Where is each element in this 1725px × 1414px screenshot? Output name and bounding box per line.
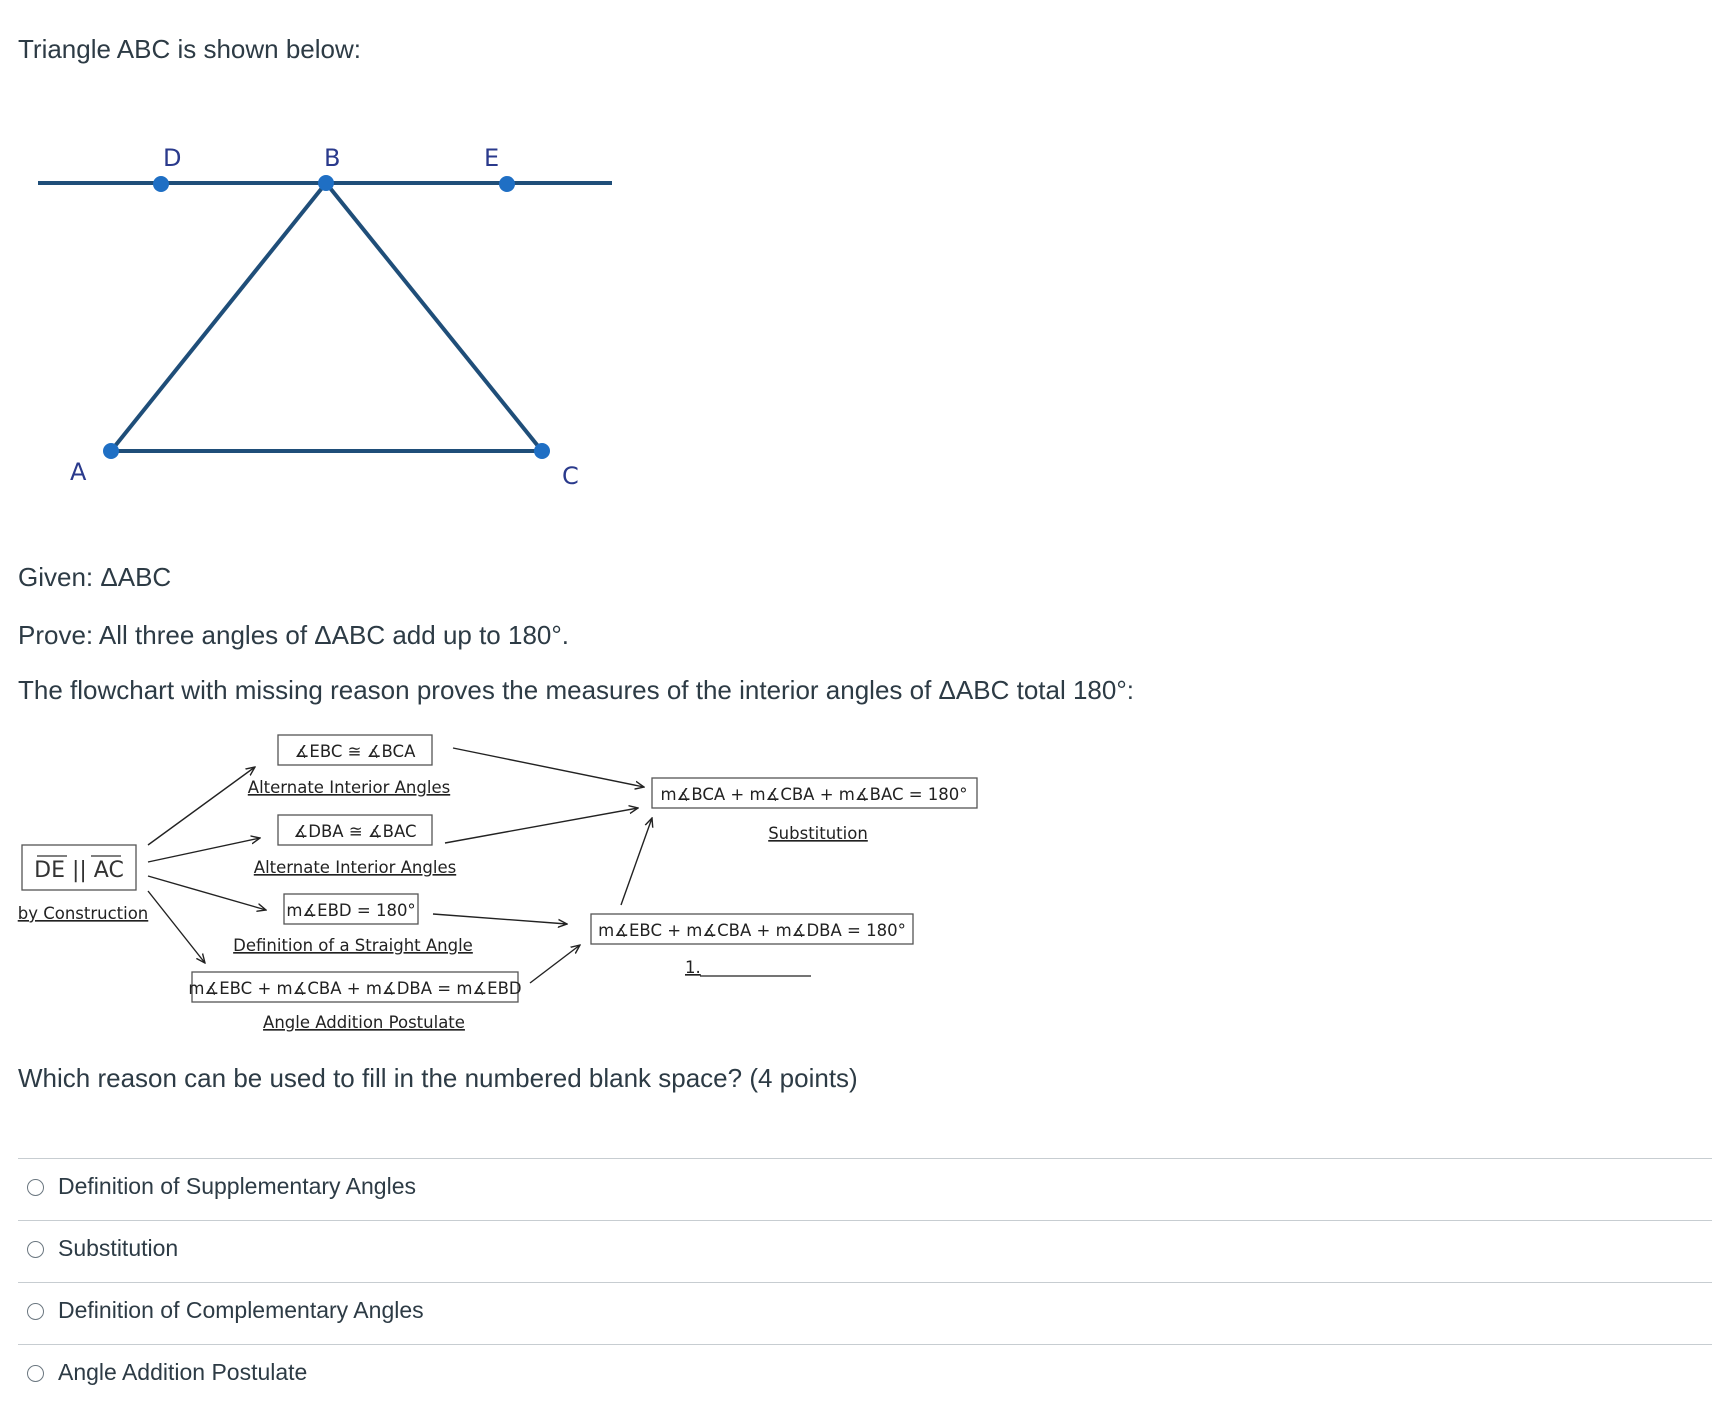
answer-option[interactable]: [18, 1282, 1712, 1344]
triangle-figure: [38, 144, 612, 490]
arrow-start-to-s2: [148, 838, 260, 862]
flow-start-statement: DE || AC: [34, 858, 124, 883]
answer-options: [18, 1158, 1712, 1406]
point-d: [153, 176, 169, 192]
flow-s3-statement: m∡EBD = 180°: [286, 901, 416, 920]
radio-button[interactable]: [27, 1303, 44, 1320]
answer-label[interactable]: Definition of Complementary Angles: [58, 1297, 424, 1323]
answer-label[interactable]: Angle Addition Postulate: [58, 1359, 308, 1385]
question-prompt: Which reason can be used to fill in the numbered blank space? (4 points): [18, 1063, 858, 1093]
arrow-start-to-s1: [148, 767, 255, 845]
flow-s4-reason: Angle Addition Postulate: [263, 1013, 465, 1032]
label-a: A: [70, 458, 87, 486]
radio-button[interactable]: [27, 1241, 44, 1258]
arrow-s4-to-s5: [530, 945, 580, 983]
flow-s2-reason: Alternate Interior Angles: [253, 858, 457, 877]
label-e: E: [484, 144, 500, 172]
answer-option[interactable]: [18, 1158, 1712, 1220]
radio-button[interactable]: [27, 1365, 44, 1382]
radio-button[interactable]: [27, 1179, 44, 1196]
flow-final-reason: Substitution: [768, 824, 868, 843]
flow-s3-reason: Definition of a Straight Angle: [233, 936, 473, 955]
arrow-s2-to-final: [445, 808, 638, 843]
answer-label[interactable]: Substitution: [58, 1235, 179, 1261]
flow-s1-reason: Alternate Interior Angles: [247, 778, 451, 797]
given-statement: Given: ΔABC: [18, 562, 172, 592]
label-d: D: [163, 144, 182, 172]
answer-label[interactable]: Definition of Supplementary Angles: [58, 1173, 416, 1199]
point-a: [103, 443, 119, 459]
flow-s2-statement: ∡DBA ≅ ∡BAC: [293, 822, 417, 841]
arrow-s3-to-s5: [433, 914, 567, 924]
segment-bc: [326, 183, 542, 451]
point-e: [499, 176, 515, 192]
answer-option[interactable]: [18, 1344, 1712, 1406]
answer-option[interactable]: [18, 1220, 1712, 1282]
arrow-s1-to-final: [453, 748, 644, 787]
arrow-start-to-s4: [148, 891, 205, 963]
arrow-start-to-s3: [148, 876, 266, 910]
segment-ab: [111, 183, 326, 451]
point-b: [318, 175, 334, 191]
prove-statement: Prove: All three angles of ΔABC add up to 180°.: [18, 620, 569, 650]
flow-start-reason: by Construction: [17, 904, 149, 923]
point-c: [534, 443, 550, 459]
arrow-s5-to-final: [621, 818, 652, 905]
label-b: B: [324, 144, 341, 172]
question-intro: Triangle ABC is shown below:: [18, 34, 361, 64]
flow-s5-statement: m∡EBC + m∡CBA + m∡DBA = 180°: [598, 921, 906, 940]
proof-flowchart: [18, 735, 977, 1032]
flow-s5-reason: 1.: [685, 958, 701, 977]
label-c: C: [562, 462, 579, 490]
flowchart-intro: The flowchart with missing reason proves the measures of the interior angles of ΔABC total 180°:: [18, 675, 1134, 705]
flow-s1-statement: ∡EBC ≅ ∡BCA: [294, 742, 416, 761]
flow-s4-statement: m∡EBC + m∡CBA + m∡DBA = m∡EBD: [188, 979, 522, 998]
flow-final-statement: m∡BCA + m∡CBA + m∡BAC = 180°: [660, 785, 968, 804]
